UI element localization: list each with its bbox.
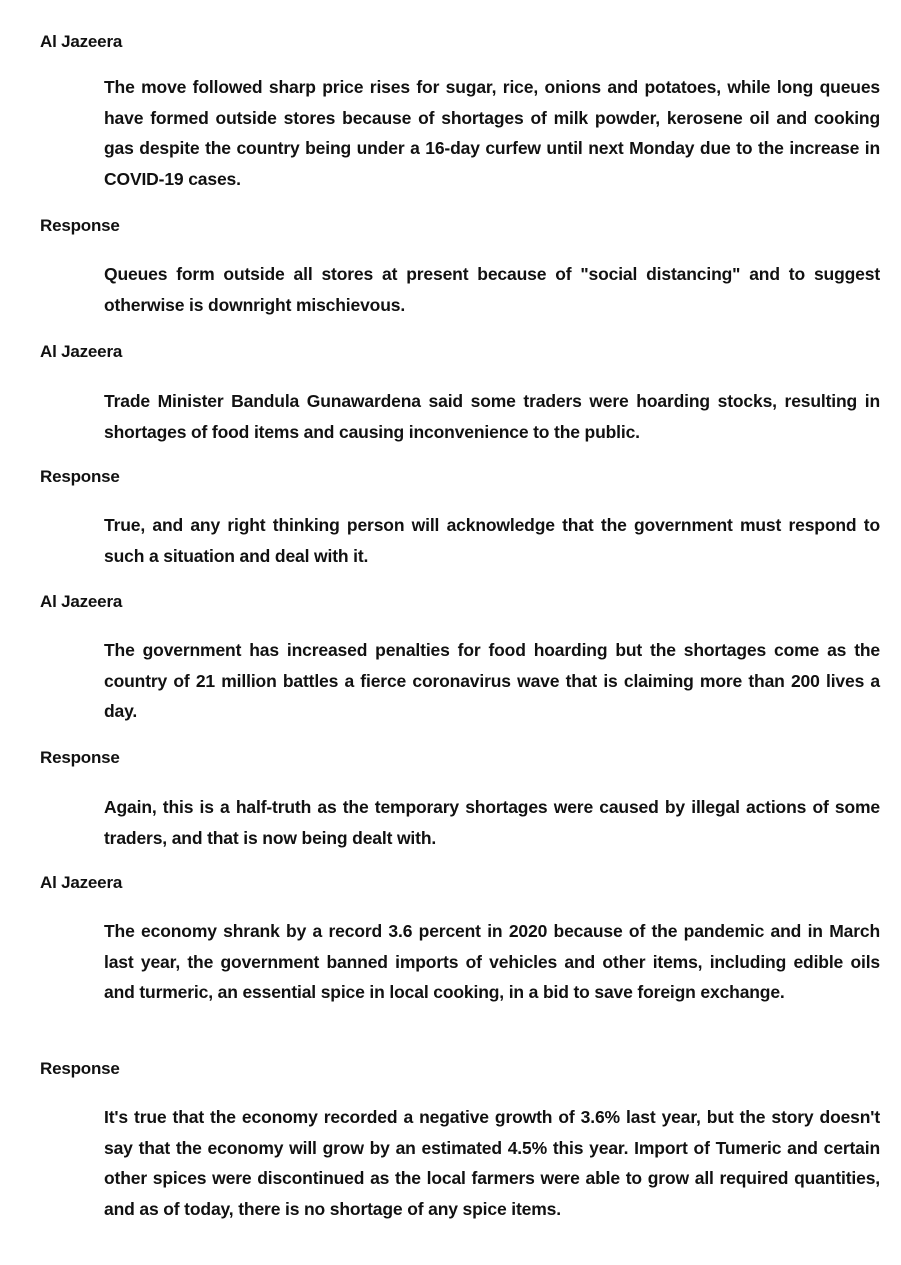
response-paragraph: It's true that the economy recorded a negative growth of 3.6% last year, but the story doesn't say that the economy will grow by an estimated 4.5% this year. Import of Tumeric and certain other spices were discontinued as the local farmers were able to grow all required quantities, and as of today, there is no shortage of any spice items. [104, 1107, 880, 1219]
response-paragraph: Again, this is a half-truth as the temporary shortages were caused by illegal actions of some traders, and that is now being dealt with. [104, 797, 880, 848]
speaker-label: Response [40, 216, 120, 235]
statement-paragraph: The economy shrank by a record 3.6 percent in 2020 because of the pandemic and in March last year, the government banned imports of vehicles and other items, including edible oils and turmeric, an essential spice in local cooking, in a bid to save foreign exchange. [104, 921, 880, 1002]
speaker-label: Al Jazeera [40, 342, 123, 361]
statement-paragraph: Trade Minister Bandula Gunawardena said some traders were hoarding stocks, resulting in shortages of food items and causing inconvenience to the public. [104, 391, 880, 442]
response-paragraph: Queues form outside all stores at present because of "social distancing" and to suggest otherwise is downright mischievous. [104, 264, 880, 315]
speaker-label: Al Jazeera [40, 592, 123, 611]
speaker-label: Response [40, 467, 120, 486]
speaker-label: Response [40, 748, 120, 767]
statement-paragraph: The government has increased penalties for food hoarding but the shortages come as the country of 21 million battles a fierce coronavirus wave that is claiming more than 200 lives a day. [104, 640, 880, 721]
statement-paragraph: The move followed sharp price rises for sugar, rice, onions and potatoes, while long queues have formed outside stores because of shortages of milk powder, kerosene oil and cooking gas despite the country being under a 16-day curfew until next Monday due to the increase in COVID-19 cases. [104, 77, 880, 189]
speaker-label: Response [40, 1059, 120, 1078]
speaker-label: Al Jazeera [40, 873, 123, 892]
response-paragraph: True, and any right thinking person will acknowledge that the government must respond to such a situation and deal with it. [104, 515, 880, 566]
speaker-label: Al Jazeera [40, 32, 123, 51]
